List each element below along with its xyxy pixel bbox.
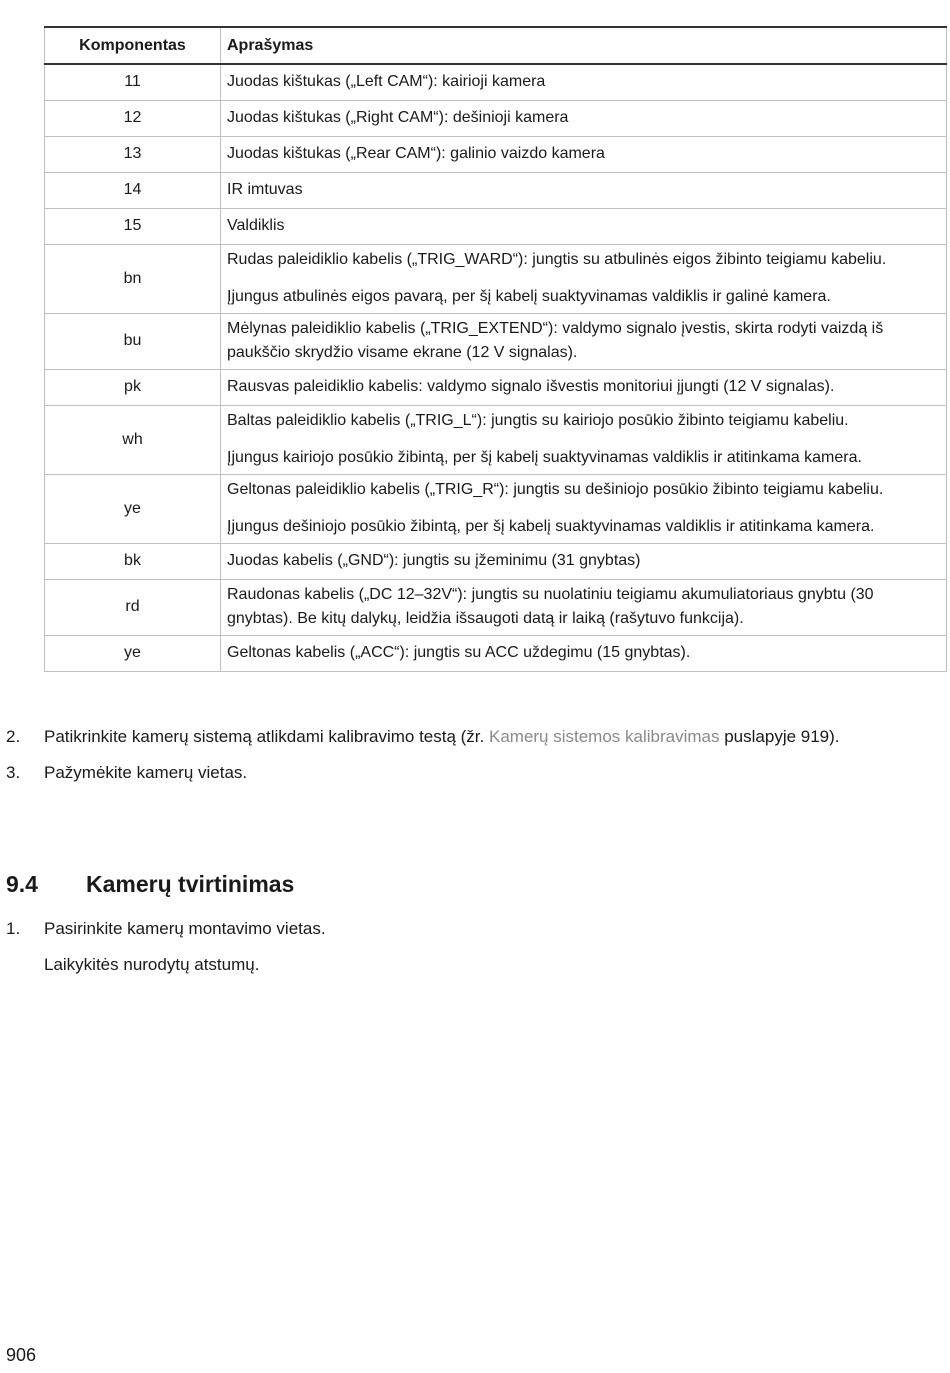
section-heading [6,869,294,899]
description-cell [221,580,947,636]
component-cell: 15 [45,209,221,245]
section-title: Kamerų tvirtinimas [86,871,295,897]
step-2-number: 2. [6,727,21,746]
description-paragraph: IR imtuvas [227,181,303,198]
table-row [45,370,947,406]
component-table [44,26,947,672]
step-3-number: 3. [6,763,21,782]
description-paragraph: Valdiklis [227,217,285,234]
component-cell: bu [45,314,221,370]
description-paragraph: Geltonas paleidiklio kabelis („TRIG_R“): jungtis su dešiniojo posūkio žibinto teigiamu kabeliu. [227,481,884,498]
description-paragraph: Rausvas paleidiklio kabelis: valdymo signalo išvestis monitoriui įjungti (12 V signalas). [227,378,835,395]
step-3 [6,761,247,785]
table-header-row [45,27,947,64]
description-paragraph: Juodas kištukas („Left CAM“): kairioji kamera [227,73,546,90]
section-step-1-text: Pasirinkite kamerų montavimo vietas. [44,919,326,938]
description-paragraph: Juodas kabelis („GND“): jungtis su įžeminimu (31 gnybtas) [227,552,641,569]
description-cell [221,245,947,314]
description-cell [221,314,947,370]
step-3-text: Pažymėkite kamerų vietas. [44,763,248,782]
description-paragraph: Mėlynas paleidiklio kabelis („TRIG_EXTEND“): valdymo signalo įvestis, skirta rodyti vaizdą iš paukščio skrydžio visame ekrane (12 V signalas). [227,320,884,361]
page-number: 906 [6,1345,37,1365]
component-cell: bn [45,245,221,314]
description-paragraph: Juodas kištukas („Rear CAM“): galinio vaizdo kamera [227,145,605,162]
section-step-1 [6,917,326,941]
component-cell: 12 [45,101,221,137]
table-row [45,580,947,636]
step-2-text-after: puslapyje 919). [719,727,840,746]
table-row [45,475,947,544]
table-row [45,209,947,245]
table-row [45,173,947,209]
description-paragraph: Baltas paleidiklio kabelis („TRIG_L“): jungtis su kairiojo posūkio žibinto teigiamu kabeliu. [227,412,849,429]
step-2 [6,725,840,749]
description-paragraph: Juodas kištukas („Right CAM“): dešinioji kamera [227,109,569,126]
column-header-component: Komponentas [45,27,221,64]
table-row [45,406,947,475]
description-paragraph: Įjungus atbulinės eigos pavarą, per šį kabelį suaktyvinamas valdiklis ir galinė kamera. [227,288,831,305]
description-paragraph: Rudas paleidiklio kabelis („TRIG_WARD“): jungtis su atbulinės eigos žibinto teigiamu kabeliu. [227,251,887,268]
description-cell [221,173,947,209]
component-cell: ye [45,475,221,544]
description-cell [221,101,947,137]
description-paragraph: Įjungus kairiojo posūkio žibintą, per šį kabelį suaktyvinamas valdiklis ir atitinkama kamera. [227,449,862,466]
component-cell: wh [45,406,221,475]
table-row [45,245,947,314]
description-cell [221,137,947,173]
table-row [45,101,947,137]
description-cell [221,544,947,580]
table-row [45,544,947,580]
table-row [45,636,947,672]
description-cell [221,406,947,475]
table-row [45,314,947,370]
calibration-link[interactable]: Kamerų sistemos kalibravimas [488,727,720,746]
description-cell [221,636,947,672]
column-header-description: Aprašymas [221,27,947,64]
table-row [45,137,947,173]
table-body [45,64,947,672]
section-step-1-subtext: Laikykitės nurodytų atstumų. [44,955,260,974]
component-cell: 11 [45,64,221,101]
component-cell: bk [45,544,221,580]
component-cell: 13 [45,137,221,173]
section-step-1-number: 1. [6,919,21,938]
description-cell [221,209,947,245]
description-paragraph: Įjungus dešiniojo posūkio žibintą, per šį kabelį suaktyvinamas valdiklis ir atitinkama kamera. [227,518,875,535]
table-row [45,64,947,101]
component-cell: pk [45,370,221,406]
component-cell: 14 [45,173,221,209]
step-2-text-before: Patikrinkite kamerų sistemą atlikdami kalibravimo testą (žr. [44,727,489,746]
component-cell: rd [45,580,221,636]
description-cell [221,475,947,544]
component-cell: ye [45,636,221,672]
description-cell [221,64,947,101]
description-paragraph: Raudonas kabelis („DC 12–32V“): jungtis su nuolatiniu teigiamu akumuliatoriaus gnybtu (30 gnybtas). Be kitų dalykų, leidžia išsaugoti datą ir laiką (rašytuvo funkcija). [227,586,874,627]
description-paragraph: Geltonas kabelis („ACC“): jungtis su ACC uždegimu (15 gnybtas). [227,644,691,661]
section-number: 9.4 [6,871,38,897]
description-cell [221,370,947,406]
